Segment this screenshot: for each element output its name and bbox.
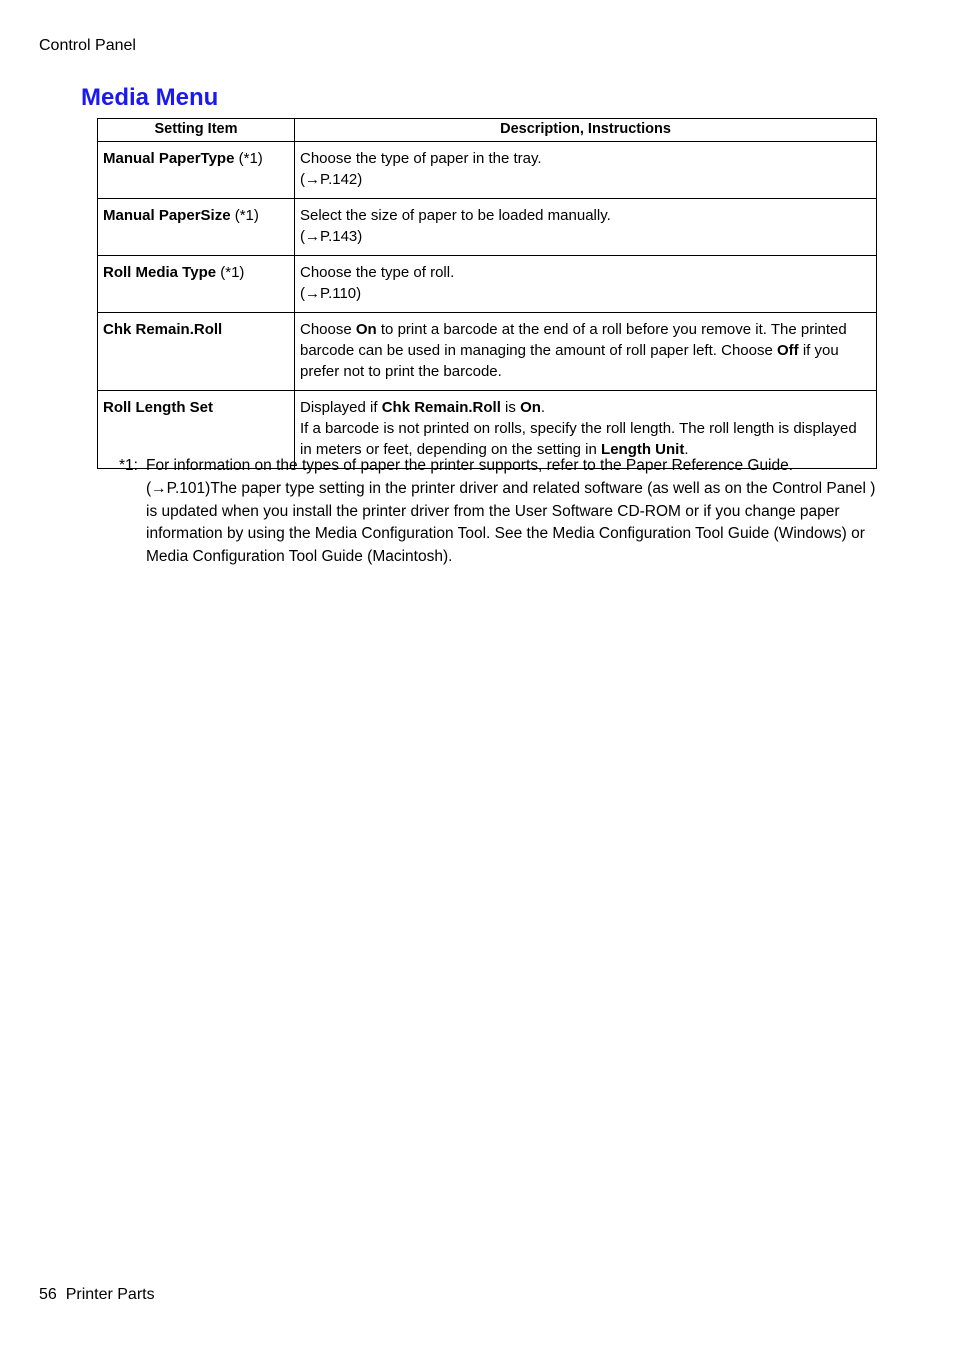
setting-item-cell bbox=[98, 199, 295, 256]
description-text: Choose the type of paper in the tray. bbox=[300, 150, 542, 167]
description-line bbox=[300, 397, 866, 418]
setting-name: Roll Length Set bbox=[103, 399, 213, 416]
setting-item-cell bbox=[98, 142, 295, 199]
setting-item-cell bbox=[98, 313, 295, 391]
setting-footnote-ref: (*1) bbox=[230, 207, 259, 224]
page-reference: (→P.110) bbox=[300, 285, 362, 302]
page-reference: (→P.143) bbox=[300, 228, 363, 245]
description-text: if you prefer not to print the barcode. bbox=[300, 342, 839, 380]
table-header-row bbox=[98, 119, 877, 142]
option-on: On bbox=[355, 321, 377, 338]
settings-table bbox=[97, 118, 877, 469]
description-text: to print a barcode at the end of a roll before you remove it. The printed barcode can be used in managing the amount of roll paper left. Choose bbox=[300, 321, 847, 359]
description-text: . bbox=[540, 399, 546, 416]
setting-name: Roll Media Type bbox=[103, 264, 217, 281]
option-off: Off bbox=[776, 342, 799, 359]
setting-name: Chk Remain.Roll bbox=[103, 321, 223, 338]
running-footer bbox=[39, 1286, 155, 1304]
description-cell bbox=[295, 256, 877, 313]
description-text: If a barcode is not printed on rolls, specify the roll length. The roll length is displayed in meters or feet, depending on the setting in bbox=[300, 420, 857, 458]
setting-footnote-ref: (*1) bbox=[216, 264, 245, 281]
footnote-marker: *1: bbox=[119, 457, 138, 474]
section-title: Media Menu bbox=[81, 84, 219, 111]
column-header-description: Description, Instructions bbox=[295, 119, 877, 142]
table-row bbox=[98, 199, 877, 256]
table-row bbox=[98, 256, 877, 313]
description-text: Displayed if bbox=[300, 399, 382, 416]
description-cell bbox=[295, 199, 877, 256]
column-header-setting-item: Setting Item bbox=[98, 119, 295, 142]
setting-footnote-ref: (*1) bbox=[234, 150, 263, 167]
setting-reference: Length Unit bbox=[601, 441, 685, 458]
description-cell bbox=[295, 313, 877, 391]
option-on: On bbox=[520, 399, 541, 416]
description-text: Choose bbox=[300, 321, 356, 338]
table-row bbox=[98, 313, 877, 391]
running-header: Control Panel bbox=[39, 37, 136, 54]
page-reference: (→P.142) bbox=[300, 171, 363, 188]
description-cell bbox=[295, 142, 877, 199]
table-row bbox=[98, 142, 877, 199]
setting-item-cell bbox=[98, 256, 295, 313]
description-text: Select the size of paper to be loaded manually. bbox=[300, 207, 611, 224]
footnote bbox=[119, 455, 879, 569]
page-number: 56 bbox=[39, 1286, 57, 1303]
footer-section-title: Printer Parts bbox=[65, 1286, 155, 1303]
description-text: is bbox=[500, 399, 521, 416]
description-text: . bbox=[684, 441, 689, 458]
setting-reference: Chk Remain.Roll bbox=[381, 399, 501, 416]
description-line bbox=[300, 418, 866, 460]
footnote-text: For information on the types of paper the printer supports, refer to the Paper Reference Guide. (→P.101)The paper type setting in the printer driver and related software (as well as on the Control Panel ) is updated when you install the printer driver from the User Software CD-ROM or if you change paper information by using the Media Configuration Tool. See the Media Configuration Tool Guide (Windows) or Media Configuration Tool Guide (Macintosh). bbox=[146, 457, 876, 566]
description-text: Choose the type of roll. bbox=[300, 264, 455, 281]
setting-name: Manual PaperType bbox=[103, 150, 235, 167]
setting-name: Manual PaperSize bbox=[103, 207, 231, 224]
